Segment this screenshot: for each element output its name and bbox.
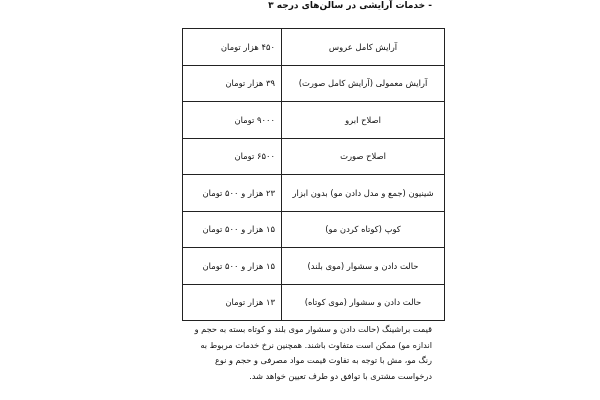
document-page [170,0,440,400]
service-cell: اصلاح صورت [282,138,445,175]
table-row [183,284,445,321]
note-line: اندازه مو) ممکن است متفاوت باشند. همچنین نرخ خدمات مربوط به [200,339,432,350]
table-row [183,175,445,212]
service-cell: شینیون (جمع و مدل دادن مو) بدون ابزار [282,175,445,212]
price-cell: ۱۵ هزار و ۵۰۰ تومان [183,248,282,285]
price-cell: ۶۵۰۰ تومان [183,138,282,175]
price-cell: ۳۹ هزار تومان [183,65,282,102]
price-table [182,28,445,321]
price-cell: ۴۵۰ هزار تومان [183,29,282,66]
price-cell: ۱۵ هزار و ۵۰۰ تومان [183,211,282,248]
service-cell: کوپ (کوتاه کردن مو) [282,211,445,248]
note-line: قیمت براشینگ (حالت دادن و سشوار موی بلند و کوتاه بسته به حجم و [194,324,432,334]
price-cell: ۱۳ هزار تومان [183,284,282,321]
service-cell: آرایش معمولی (آرایش کامل صورت) [282,65,445,102]
table-row [183,65,445,102]
note-line: رنگ مو، مش با توجه به تفاوت قیمت مواد مصرفی و حجم و نوع [215,355,432,365]
service-cell: حالت دادن و سشوار (موی کوتاه) [282,284,445,321]
price-cell: ۹۰۰۰ تومان [183,102,282,139]
pricing-note [178,322,432,384]
section-heading: - خدمات آرایشی در سالن‌های درجه ۳ [268,1,432,11]
service-cell: حالت دادن و سشوار (موی بلند) [282,248,445,285]
service-cell: اصلاح ابرو [282,102,445,139]
table-row [183,248,445,285]
table-row [183,138,445,175]
table-row [183,211,445,248]
table-row [183,29,445,66]
price-cell: ۲۳ هزار و ۵۰۰ تومان [183,175,282,212]
note-line: درخواست مشتری با توافق دو طرف تعیین خواهد شد. [249,370,432,381]
table-row [183,102,445,139]
service-cell: آرایش کامل عروس [282,29,445,66]
